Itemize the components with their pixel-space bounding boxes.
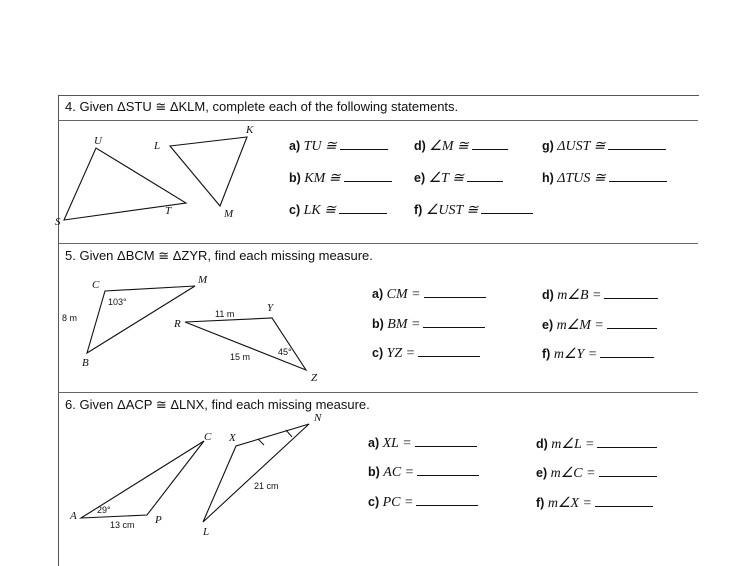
vertex-label-z: Z [311,372,318,384]
side-measure-label: 8 m [62,313,78,323]
answer-blank[interactable] [609,180,667,182]
vertex-label-n: N [314,412,322,424]
angle-measure-label: 45° [278,347,292,357]
statement-5f: f) m∠Y = [542,346,654,363]
answer-blank[interactable] [607,327,657,329]
answer-blank[interactable] [423,326,485,328]
vertex-label-x: X [229,432,236,444]
vertex-label-b: B [82,357,89,369]
vertex-label-m: M [224,208,234,220]
statement-6e: e) m∠C = [536,465,657,482]
statement-4a: a) TU ≅ [289,138,388,155]
vertex-label-c: C [204,431,212,443]
vertex-label-y: Y [267,302,274,314]
side-measure-label: 13 cm [110,520,135,530]
vertex-label-s: S [55,216,61,228]
statement-4e: e) ∠T ≅ [414,170,503,187]
statement-6f: f) m∠X = [536,495,653,512]
vertex-label-r: R [174,318,181,330]
triangle-zyr [185,318,306,370]
angle-measure-label: 29° [97,505,111,515]
tick-mark [286,430,292,437]
statement-5a: a) CM = [372,287,486,303]
answer-blank[interactable] [595,505,653,507]
answer-blank[interactable] [600,356,654,358]
vertex-label-m: M [198,274,208,286]
answer-blank[interactable] [472,148,508,150]
answer-blank[interactable] [597,446,657,448]
vertex-label-u: U [94,135,102,147]
answer-blank[interactable] [344,180,392,182]
statement-6d: d) m∠L = [536,436,657,453]
statement-5b: b) BM = [372,317,485,333]
answer-blank[interactable] [481,212,533,214]
answer-blank[interactable] [599,475,657,477]
problem-6-heading: 6. Given ΔACP ≅ ΔLNX, find each missing measure. [65,397,370,412]
vertex-label-l: L [154,140,161,152]
answer-blank[interactable] [604,297,658,299]
statement-4d: d) ∠M ≅ [414,138,508,155]
tick-mark [258,439,264,445]
answer-blank[interactable] [424,296,486,298]
answer-blank[interactable] [608,148,666,150]
vertex-label-p: P [155,514,162,526]
answer-blank[interactable] [467,180,503,182]
side-measure-label: 15 m [230,352,251,362]
answer-blank[interactable] [418,355,480,357]
angle-measure-label: 103° [108,297,127,307]
statement-4b: b) KM ≅ [289,170,392,187]
vertex-label-c: C [92,279,100,291]
statement-4f: f) ∠UST ≅ [414,202,533,219]
vertex-label-k: K [246,124,254,136]
answer-blank[interactable] [340,148,388,150]
answer-blank[interactable] [339,212,387,214]
answer-blank[interactable] [416,504,478,506]
side-measure-label: 11 m [215,309,235,319]
statement-6a: a) XL = [368,436,477,452]
statement-4g: g) ΔUST ≅ [542,138,666,155]
vertex-label-a: A [70,510,77,522]
statement-6c: c) PC = [368,495,478,511]
triangle-klm [170,137,247,206]
answer-blank[interactable] [415,445,477,447]
statement-6b: b) AC = [368,465,479,481]
side-measure-label: 21 cm [254,481,279,491]
statement-4c: c) LK ≅ [289,202,387,219]
triangle-lnx [203,424,309,522]
statement-5e: e) m∠M = [542,317,657,334]
vertex-label-l: L [203,526,210,538]
statement-5d: d) m∠B = [542,287,658,304]
statement-4h: h) ΔTUS ≅ [542,170,667,187]
problem-4-heading: 4. Given ΔSTU ≅ ΔKLM, complete each of the following statements. [65,99,459,114]
vertex-label-t: T [165,205,172,217]
problem-5-heading: 5. Given ΔBCM ≅ ΔZYR, find each missing measure. [65,248,373,263]
answer-blank[interactable] [417,474,479,476]
statement-5c: c) YZ = [372,346,480,362]
